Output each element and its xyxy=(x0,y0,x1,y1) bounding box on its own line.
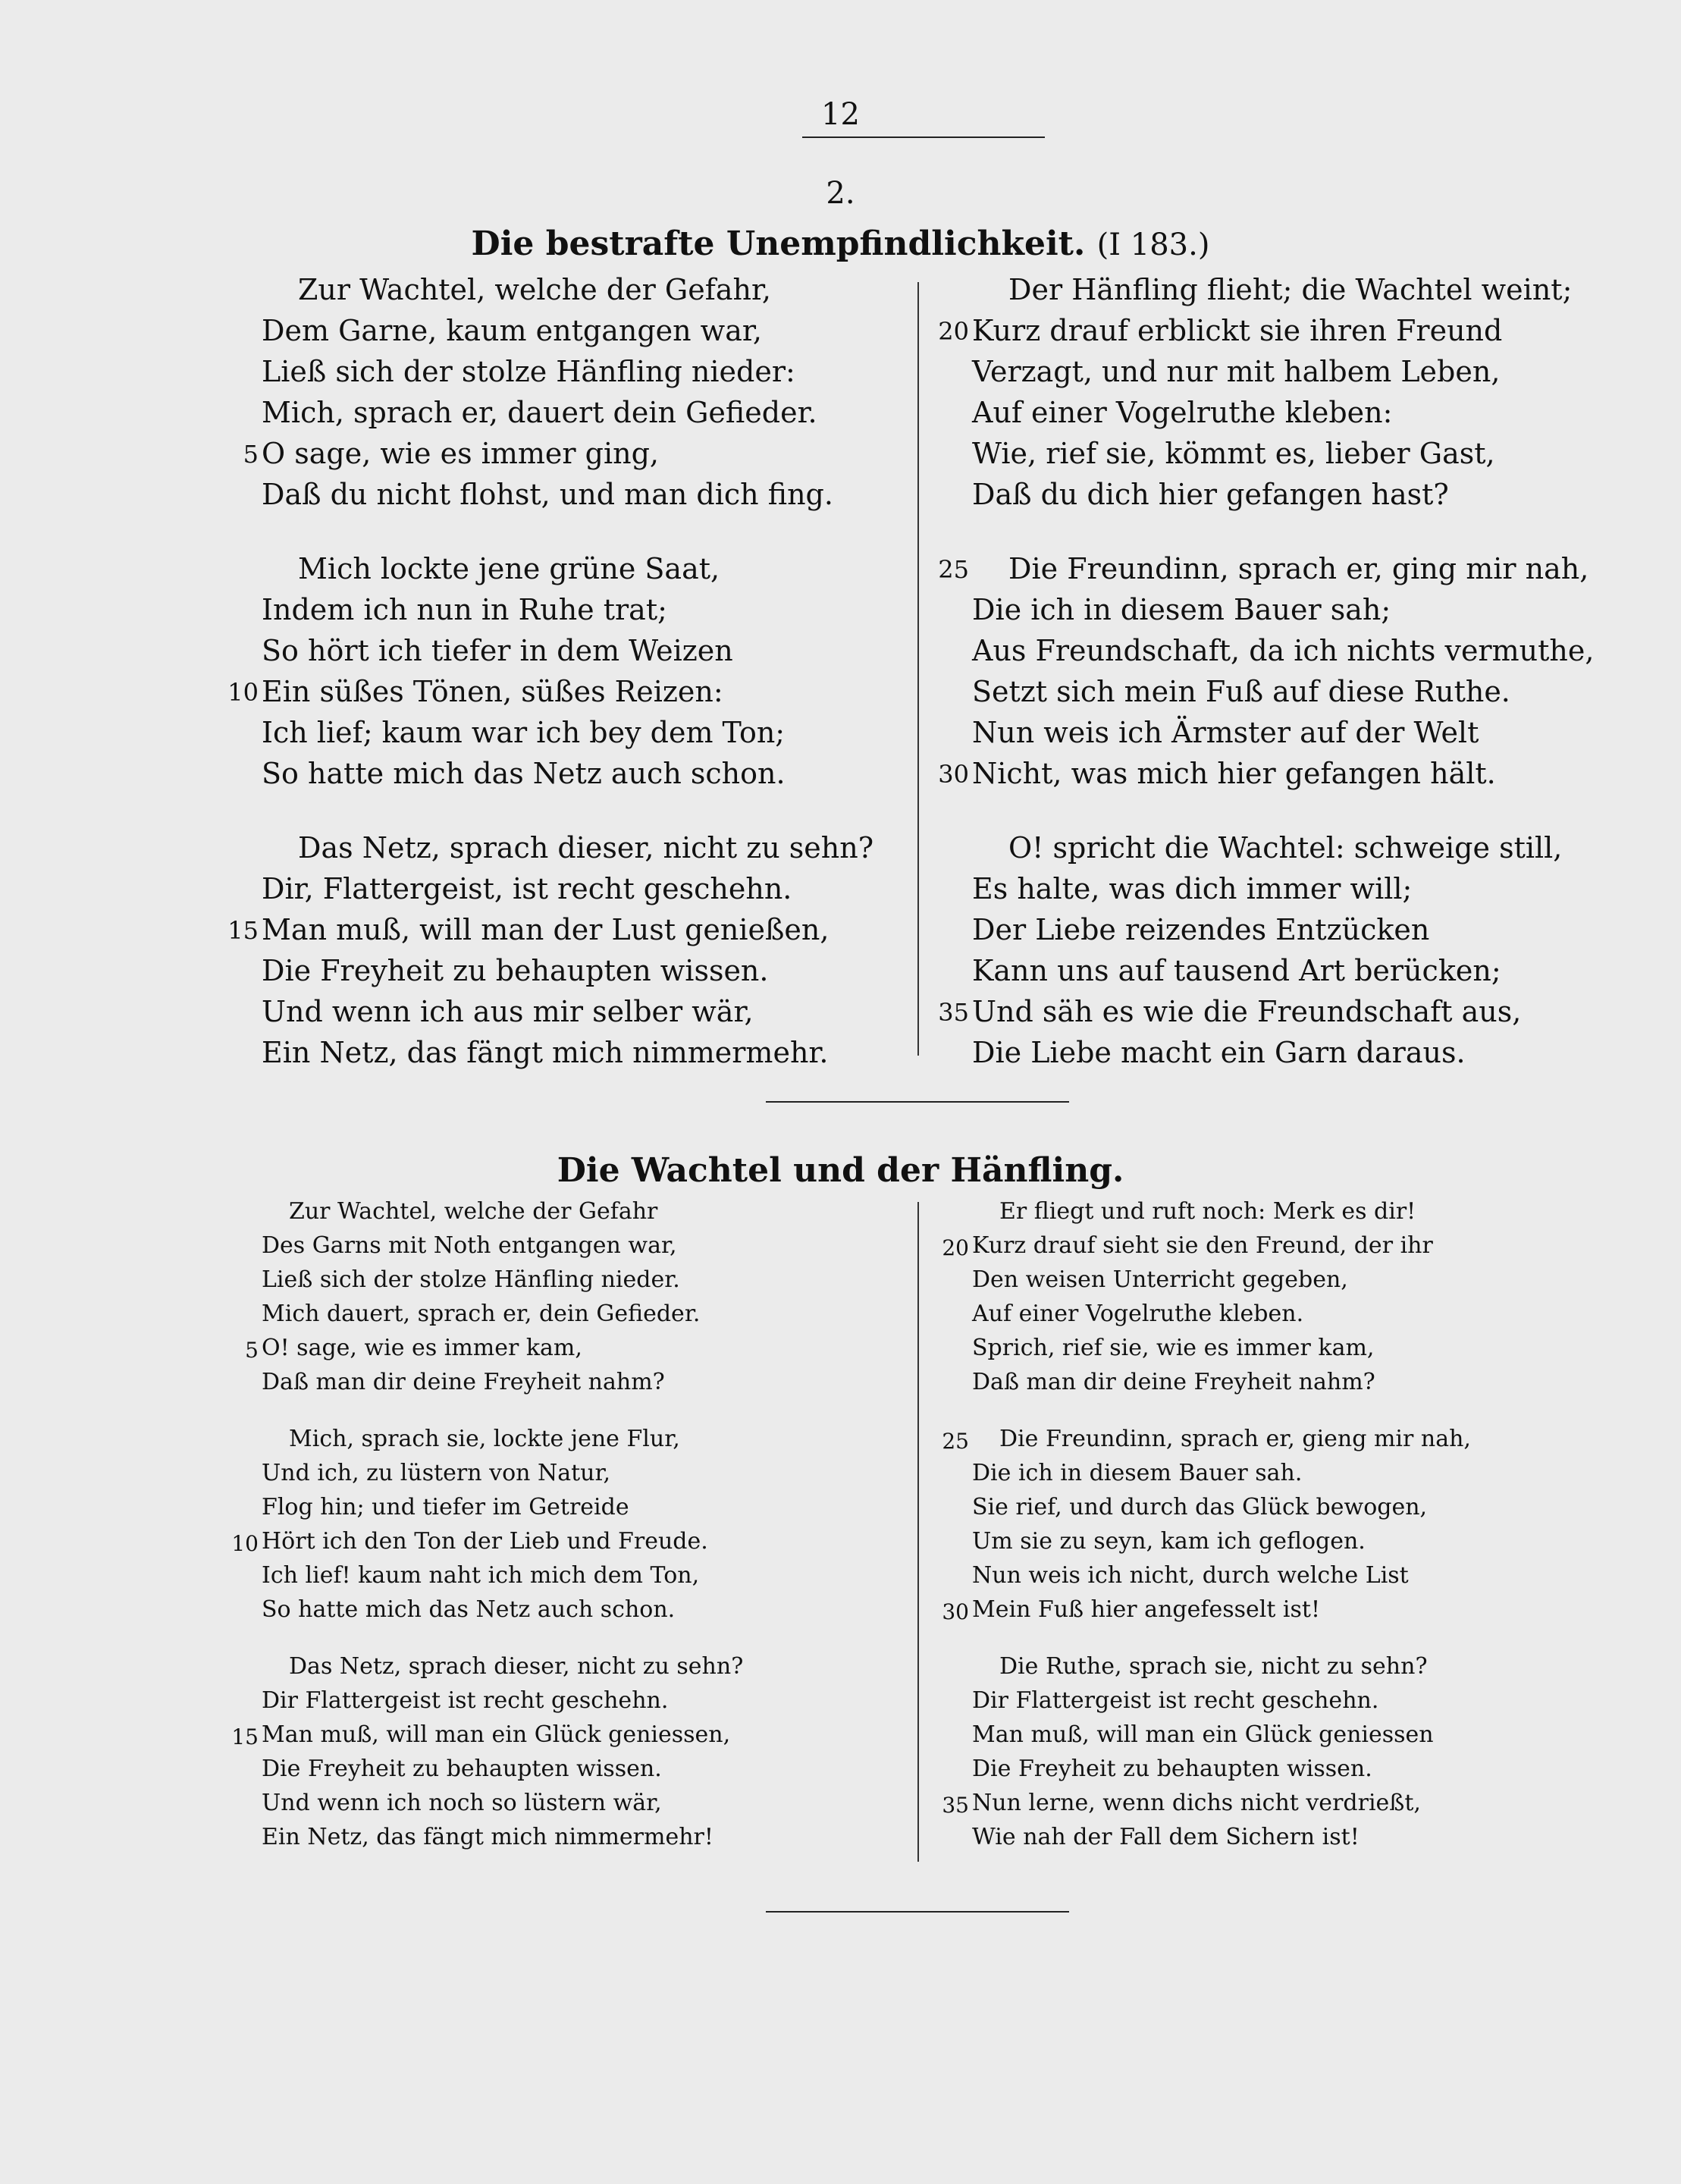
poem2-column-divider xyxy=(917,1202,919,1862)
verse-line: Die Freundinn, sprach er, ging mir nah, xyxy=(1008,552,1589,585)
verse-line: Dem Garne, kaum entgangen war, xyxy=(262,314,762,347)
line-number: 35 xyxy=(942,1793,969,1818)
verse-line: Mich lockte jene grüne Saat, xyxy=(298,552,720,585)
verse-line: Mich dauert, sprach er, dein Gefieder. xyxy=(262,1301,701,1327)
verse-line: Kurz drauf erblickt sie ihren Freund xyxy=(972,314,1503,347)
line-number: 30 xyxy=(942,1599,969,1624)
verse-line: Mein Fuß hier angefesselt ist! xyxy=(972,1596,1321,1623)
verse-line: Nicht, was mich hier gefangen hält. xyxy=(972,757,1496,790)
verse-line: Und säh es wie die Freundschaft aus, xyxy=(972,995,1522,1028)
line-number: 25 xyxy=(942,1429,969,1454)
verse-line: Die Liebe macht ein Garn daraus. xyxy=(972,1036,1466,1069)
verse-line: Des Garns mit Noth entgangen war, xyxy=(262,1232,677,1259)
verse-line: Der Liebe reizendes Entzücken xyxy=(972,913,1430,946)
line-number: 30 xyxy=(938,760,969,789)
verse-line: O sage, wie es immer ging, xyxy=(262,437,659,470)
verse-line: Ein Netz, das fängt mich nimmermehr! xyxy=(262,1824,713,1850)
verse-line: So hört ich tiefer in dem Weizen xyxy=(262,634,733,667)
poem2-title xyxy=(0,1151,1681,1190)
section-number: 2. xyxy=(826,176,855,211)
verse-line: Der Hänfling flieht; die Wachtel weint; xyxy=(1008,273,1573,306)
verse-line: Ließ sich der stolze Hänfling nieder. xyxy=(262,1266,680,1293)
poem2-title-text: Die Wachtel und der Hänfling. xyxy=(557,1151,1124,1190)
verse-line: Es halte, was dich immer will; xyxy=(972,872,1413,905)
line-number: 10 xyxy=(231,1531,259,1556)
verse-line: Und wenn ich noch so lüstern wär, xyxy=(262,1790,662,1816)
verse-line: Man muß, will man der Lust genießen, xyxy=(262,913,830,946)
line-number: 25 xyxy=(938,555,969,584)
line-number: 15 xyxy=(227,916,259,945)
verse-line: Die ich in diesem Bauer sah; xyxy=(972,593,1391,626)
header-rule xyxy=(802,136,1045,138)
verse-line: Er fliegt und ruft noch: Merk es dir! xyxy=(999,1198,1416,1225)
verse-line: Dir Flattergeist ist recht geschehn. xyxy=(262,1687,669,1714)
page-number: 12 xyxy=(821,97,860,132)
verse-line: Ließ sich der stolze Hänfling nieder: xyxy=(262,355,795,388)
verse-line: Daß man dir deine Freyheit nahm? xyxy=(972,1369,1375,1395)
verse-line: Die Freundinn, sprach er, gieng mir nah, xyxy=(999,1426,1471,1452)
verse-line: Die Ruthe, sprach sie, nicht zu sehn? xyxy=(999,1653,1428,1680)
verse-line: Mich, sprach er, dauert dein Gefieder. xyxy=(262,396,817,429)
verse-line: Um sie zu seyn, kam ich geflogen. xyxy=(972,1528,1366,1555)
verse-line: Man muß, will man ein Glück geniessen, xyxy=(262,1721,731,1748)
verse-line: Hört ich den Ton der Lieb und Freude. xyxy=(262,1528,708,1555)
line-number: 20 xyxy=(942,1235,969,1260)
verse-line: Auf einer Vogelruthe kleben. xyxy=(972,1301,1304,1327)
verse-line: Nun weis ich nicht, durch welche List xyxy=(972,1562,1409,1589)
verse-line: Aus Freundschaft, da ich nichts vermuthe, xyxy=(972,634,1595,667)
verse-line: Nun lerne, wenn dichs nicht verdrießt, xyxy=(972,1790,1421,1816)
line-number: 15 xyxy=(231,1724,259,1749)
verse-line: Zur Wachtel, welche der Gefahr xyxy=(289,1198,658,1225)
verse-line: Verzagt, und nur mit halbem Leben, xyxy=(972,355,1501,388)
footer-rule xyxy=(766,1911,1069,1913)
verse-line: Ich lief; kaum war ich bey dem Ton; xyxy=(262,716,786,749)
verse-line: Und ich, zu lüstern von Natur, xyxy=(262,1460,611,1486)
section-divider-rule xyxy=(766,1101,1069,1103)
verse-line: Die Freyheit zu behaupten wissen. xyxy=(262,954,769,987)
verse-line: Das Netz, sprach dieser, nicht zu sehn? xyxy=(298,831,874,864)
verse-line: O! sage, wie es immer kam, xyxy=(262,1335,582,1361)
poem1-title-text: Die bestrafte Unempfindlichkeit. xyxy=(471,224,1086,263)
verse-line: Sprich, rief sie, wie es immer kam, xyxy=(972,1335,1375,1361)
verse-line: Auf einer Vogelruthe kleben: xyxy=(972,396,1393,429)
verse-line: O! spricht die Wachtel: schweige still, xyxy=(1008,831,1563,864)
line-number: 5 xyxy=(243,440,259,469)
verse-line: Sie rief, und durch das Glück bewogen, xyxy=(972,1494,1428,1520)
verse-line: Mich, sprach sie, lockte jene Flur, xyxy=(289,1426,680,1452)
verse-line: Den weisen Unterricht gegeben, xyxy=(972,1266,1348,1293)
verse-line: Wie, rief sie, kömmt es, lieber Gast, xyxy=(972,437,1495,470)
line-number: 35 xyxy=(938,998,969,1027)
verse-line: Dir Flattergeist ist recht geschehn. xyxy=(972,1687,1379,1714)
verse-line: Daß man dir deine Freyheit nahm? xyxy=(262,1369,665,1395)
verse-line: Flog hin; und tiefer im Getreide xyxy=(262,1494,629,1520)
poem2-left-column xyxy=(231,1198,899,1866)
verse-line: So hatte mich das Netz auch schon. xyxy=(262,757,786,790)
verse-line: So hatte mich das Netz auch schon. xyxy=(262,1596,676,1623)
verse-line: Das Netz, sprach dieser, nicht zu sehn? xyxy=(289,1653,744,1680)
line-number: 5 xyxy=(245,1338,259,1363)
verse-line: Daß du dich hier gefangen hast? xyxy=(972,478,1449,511)
line-number: 10 xyxy=(227,678,259,707)
verse-line: Die Freyheit zu behaupten wissen. xyxy=(972,1756,1372,1782)
verse-line: Zur Wachtel, welche der Gefahr, xyxy=(298,273,772,306)
verse-line: Setzt sich mein Fuß auf diese Ruthe. xyxy=(972,675,1510,708)
poem1-title-ref: (I 183.) xyxy=(1096,228,1210,262)
verse-line: Ein Netz, das fängt mich nimmermehr. xyxy=(262,1036,829,1069)
verse-line: Die ich in diesem Bauer sah. xyxy=(972,1460,1303,1486)
verse-line: Ich lief! kaum naht ich mich dem Ton, xyxy=(262,1562,700,1589)
poem2-right-column xyxy=(942,1198,1639,1866)
poem1-left-column xyxy=(227,273,899,1069)
poem1-column-divider xyxy=(917,282,919,1056)
verse-line: Indem ich nun in Ruhe trat; xyxy=(262,593,667,626)
verse-line: Nun weis ich Ärmster auf der Welt xyxy=(972,716,1479,749)
poem1-title xyxy=(0,224,1681,263)
verse-line: Daß du nicht flohst, und man dich fing. xyxy=(262,478,833,511)
verse-line: Wie nah der Fall dem Sichern ist! xyxy=(972,1824,1360,1850)
verse-line: Und wenn ich aus mir selber wär, xyxy=(262,995,754,1028)
verse-line: Dir, Flattergeist, ist recht geschehn. xyxy=(262,872,792,905)
poem1-right-column xyxy=(938,273,1639,1069)
verse-line: Ein süßes Tönen, süßes Reizen: xyxy=(262,675,723,708)
verse-line: Die Freyheit zu behaupten wissen. xyxy=(262,1756,662,1782)
verse-line: Man muß, will man ein Glück geniessen xyxy=(972,1721,1434,1748)
verse-line: Kann uns auf tausend Art berücken; xyxy=(972,954,1501,987)
verse-line: Kurz drauf sieht sie den Freund, der ihr xyxy=(972,1232,1433,1259)
line-number: 20 xyxy=(938,317,969,346)
